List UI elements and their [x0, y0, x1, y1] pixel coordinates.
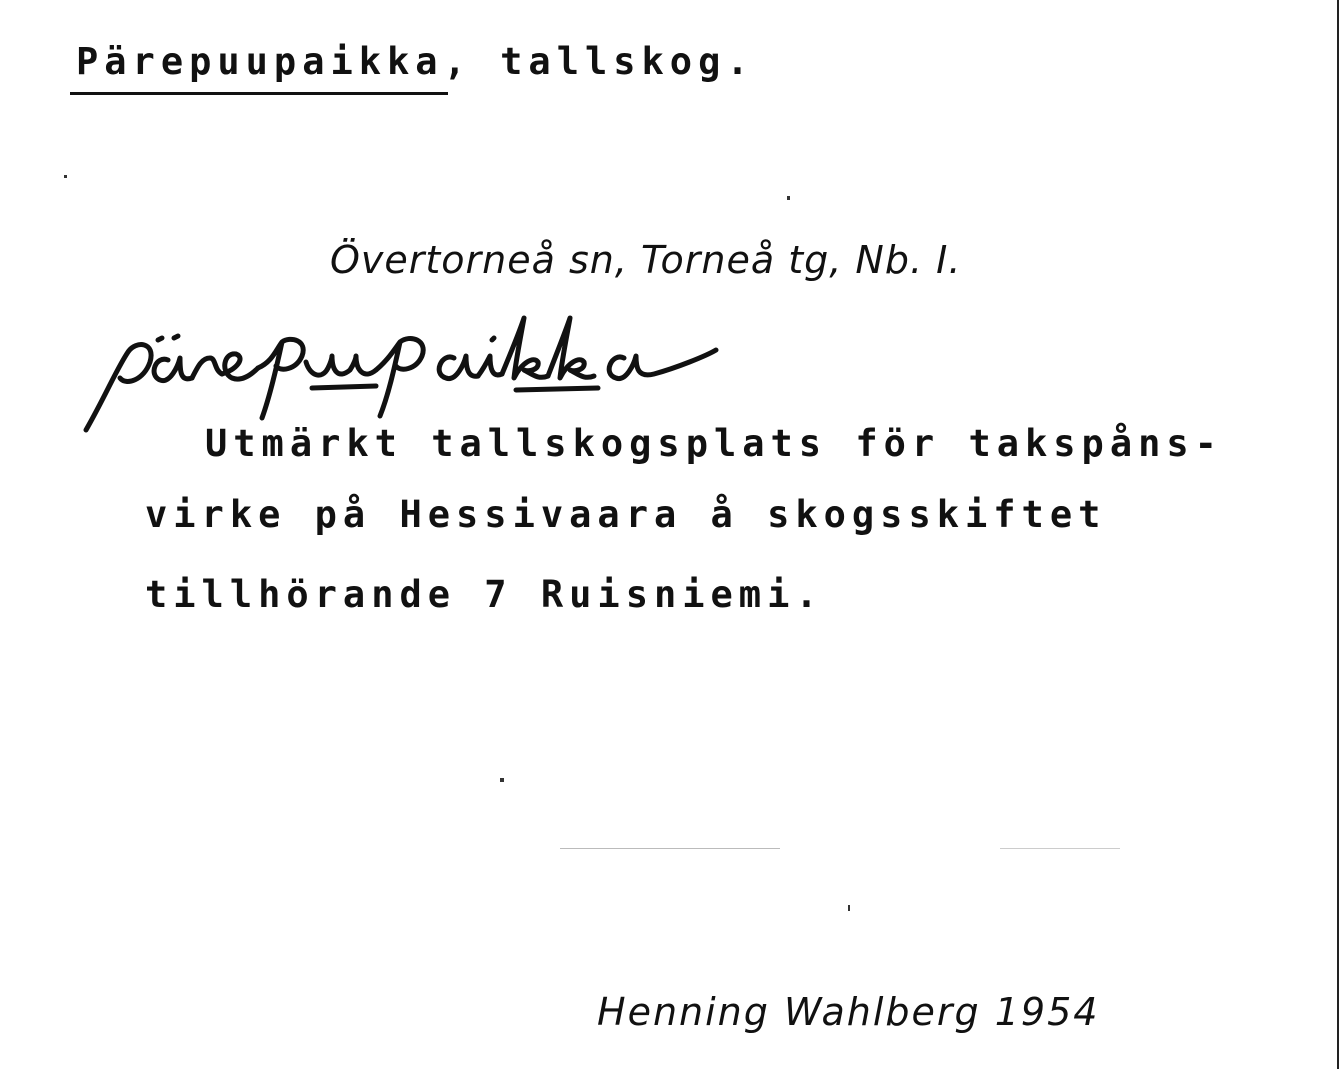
headword-underline [70, 92, 448, 95]
card-edge [1337, 0, 1339, 1069]
ink-speck [500, 778, 504, 782]
faint-line [1000, 848, 1120, 849]
body-line-1: Utmärkt tallskogsplats för takspåns- [205, 422, 1223, 465]
ink-speck [787, 196, 790, 200]
headword [76, 40, 444, 83]
place-line: Övertorneå sn, Torneå tg, Nb. I. [330, 238, 962, 282]
ink-speck [848, 905, 850, 911]
headword-text: Pärepuupaikka [76, 40, 444, 83]
ink-speck [64, 175, 67, 178]
body-line-2: virke på Hessivaara å skogsskiftet [145, 493, 1107, 536]
headword-suffix: , tallskog. [443, 40, 755, 83]
card-heading [76, 40, 755, 83]
signature-line: Henning Wahlberg 1954 [597, 990, 1100, 1034]
body-line-3: tillhörande 7 Ruisniemi. [145, 573, 824, 616]
faint-line [560, 848, 780, 849]
